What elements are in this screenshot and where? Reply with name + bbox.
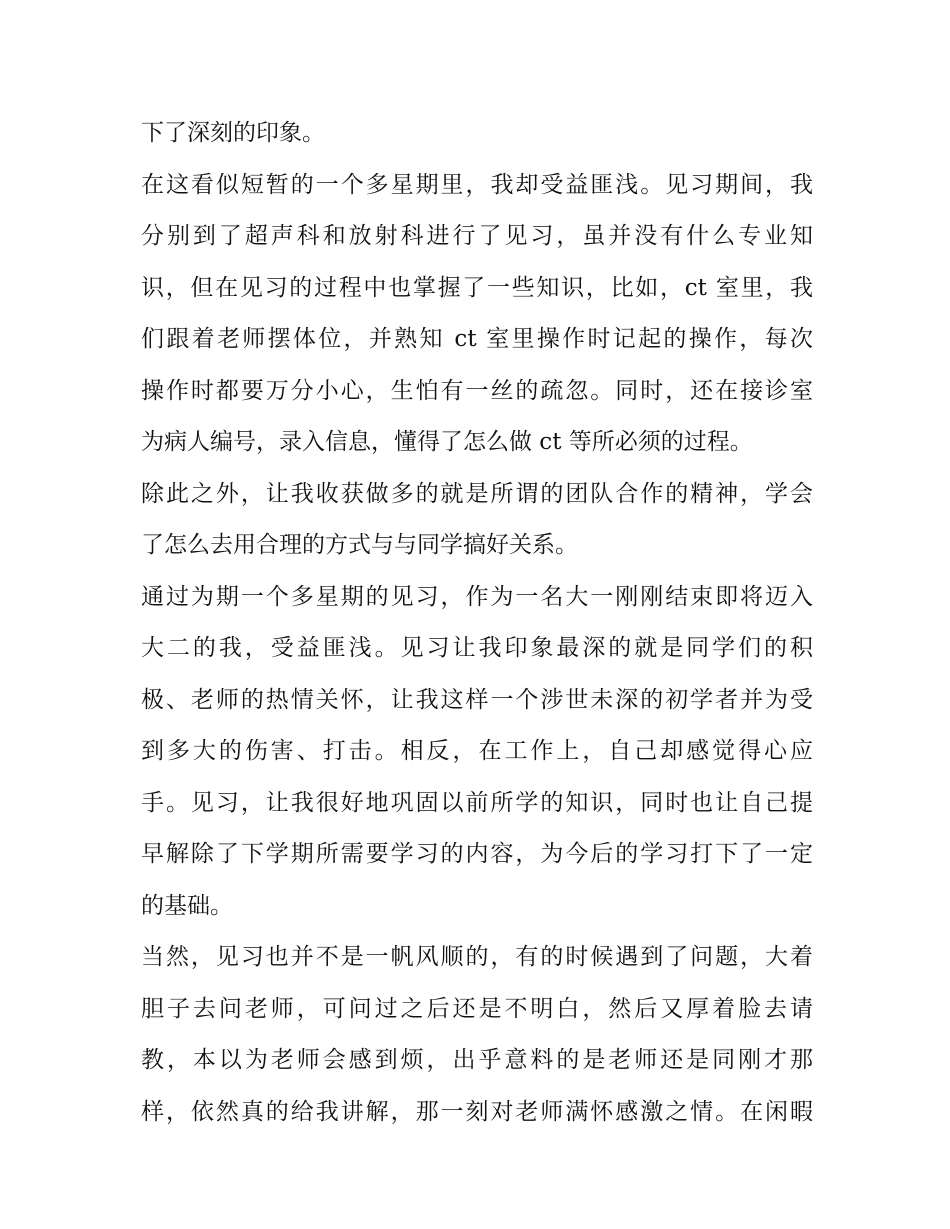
text-line: 下了深刻的印象。 bbox=[141, 120, 325, 146]
text-line: 样，依然真的给我讲解，那一刻对老师满怀感激之情。在闲暇 bbox=[141, 1098, 813, 1125]
text-line: 的基础。 bbox=[141, 892, 233, 919]
text-line: 到多大的伤害、打击。相反，在工作上，自己却感觉得心应 bbox=[141, 738, 813, 764]
text-line: 手。见习，让我很好地巩固以前所学的知识，同时也让自己提 bbox=[141, 789, 813, 816]
document-body bbox=[141, 108, 813, 1138]
text-line: 了怎么去用合理的方式与与同学搞好关系。 bbox=[141, 532, 578, 558]
text-line: 胆子去问老师，可问过之后还是不明白，然后又厚着脸去请 bbox=[141, 995, 813, 1022]
text-line: 大二的我，受益匪浅。见习让我印象最深的就是同学们的积 bbox=[141, 635, 813, 661]
text-line: 除此之外，让我收获做多的就是所谓的团队合作的精神，学会 bbox=[141, 480, 813, 507]
text-line: 极、老师的热情关怀，让我这样一个涉世未深的初学者并为受 bbox=[141, 686, 813, 713]
text-line: 操作时都要万分小心，生怕有一丝的疏忽。同时，还在接诊室 bbox=[141, 377, 813, 404]
text-line: 识，但在见习的过程中也掌握了一些知识，比如，ct 室里，我 bbox=[141, 274, 813, 301]
text-line: 通过为期一个多星期的见习，作为一名大一刚刚结束即将迈入 bbox=[141, 583, 813, 610]
text-line: 在这看似短暂的一个多星期里，我却受益匪浅。见习期间，我 bbox=[141, 171, 813, 198]
text-line: 分别到了超声科和放射科进行了见习，虽并没有什么专业知 bbox=[141, 223, 813, 249]
text-line: 教，本以为老师会感到烦，出乎意料的是老师还是同刚才那 bbox=[141, 1047, 813, 1073]
text-line: 们跟着老师摆体位，并熟知 ct 室里操作时记起的操作，每次 bbox=[141, 326, 813, 352]
text-line: 早解除了下学期所需要学习的内容，为今后的学习打下了一定 bbox=[141, 841, 813, 867]
text-line: 为病人编号，录入信息，懂得了怎么做 ct 等所必须的过程。 bbox=[141, 429, 753, 455]
text-line: 当然，见习也并不是一帆风顺的，有的时候遇到了问题，大着 bbox=[141, 944, 813, 970]
